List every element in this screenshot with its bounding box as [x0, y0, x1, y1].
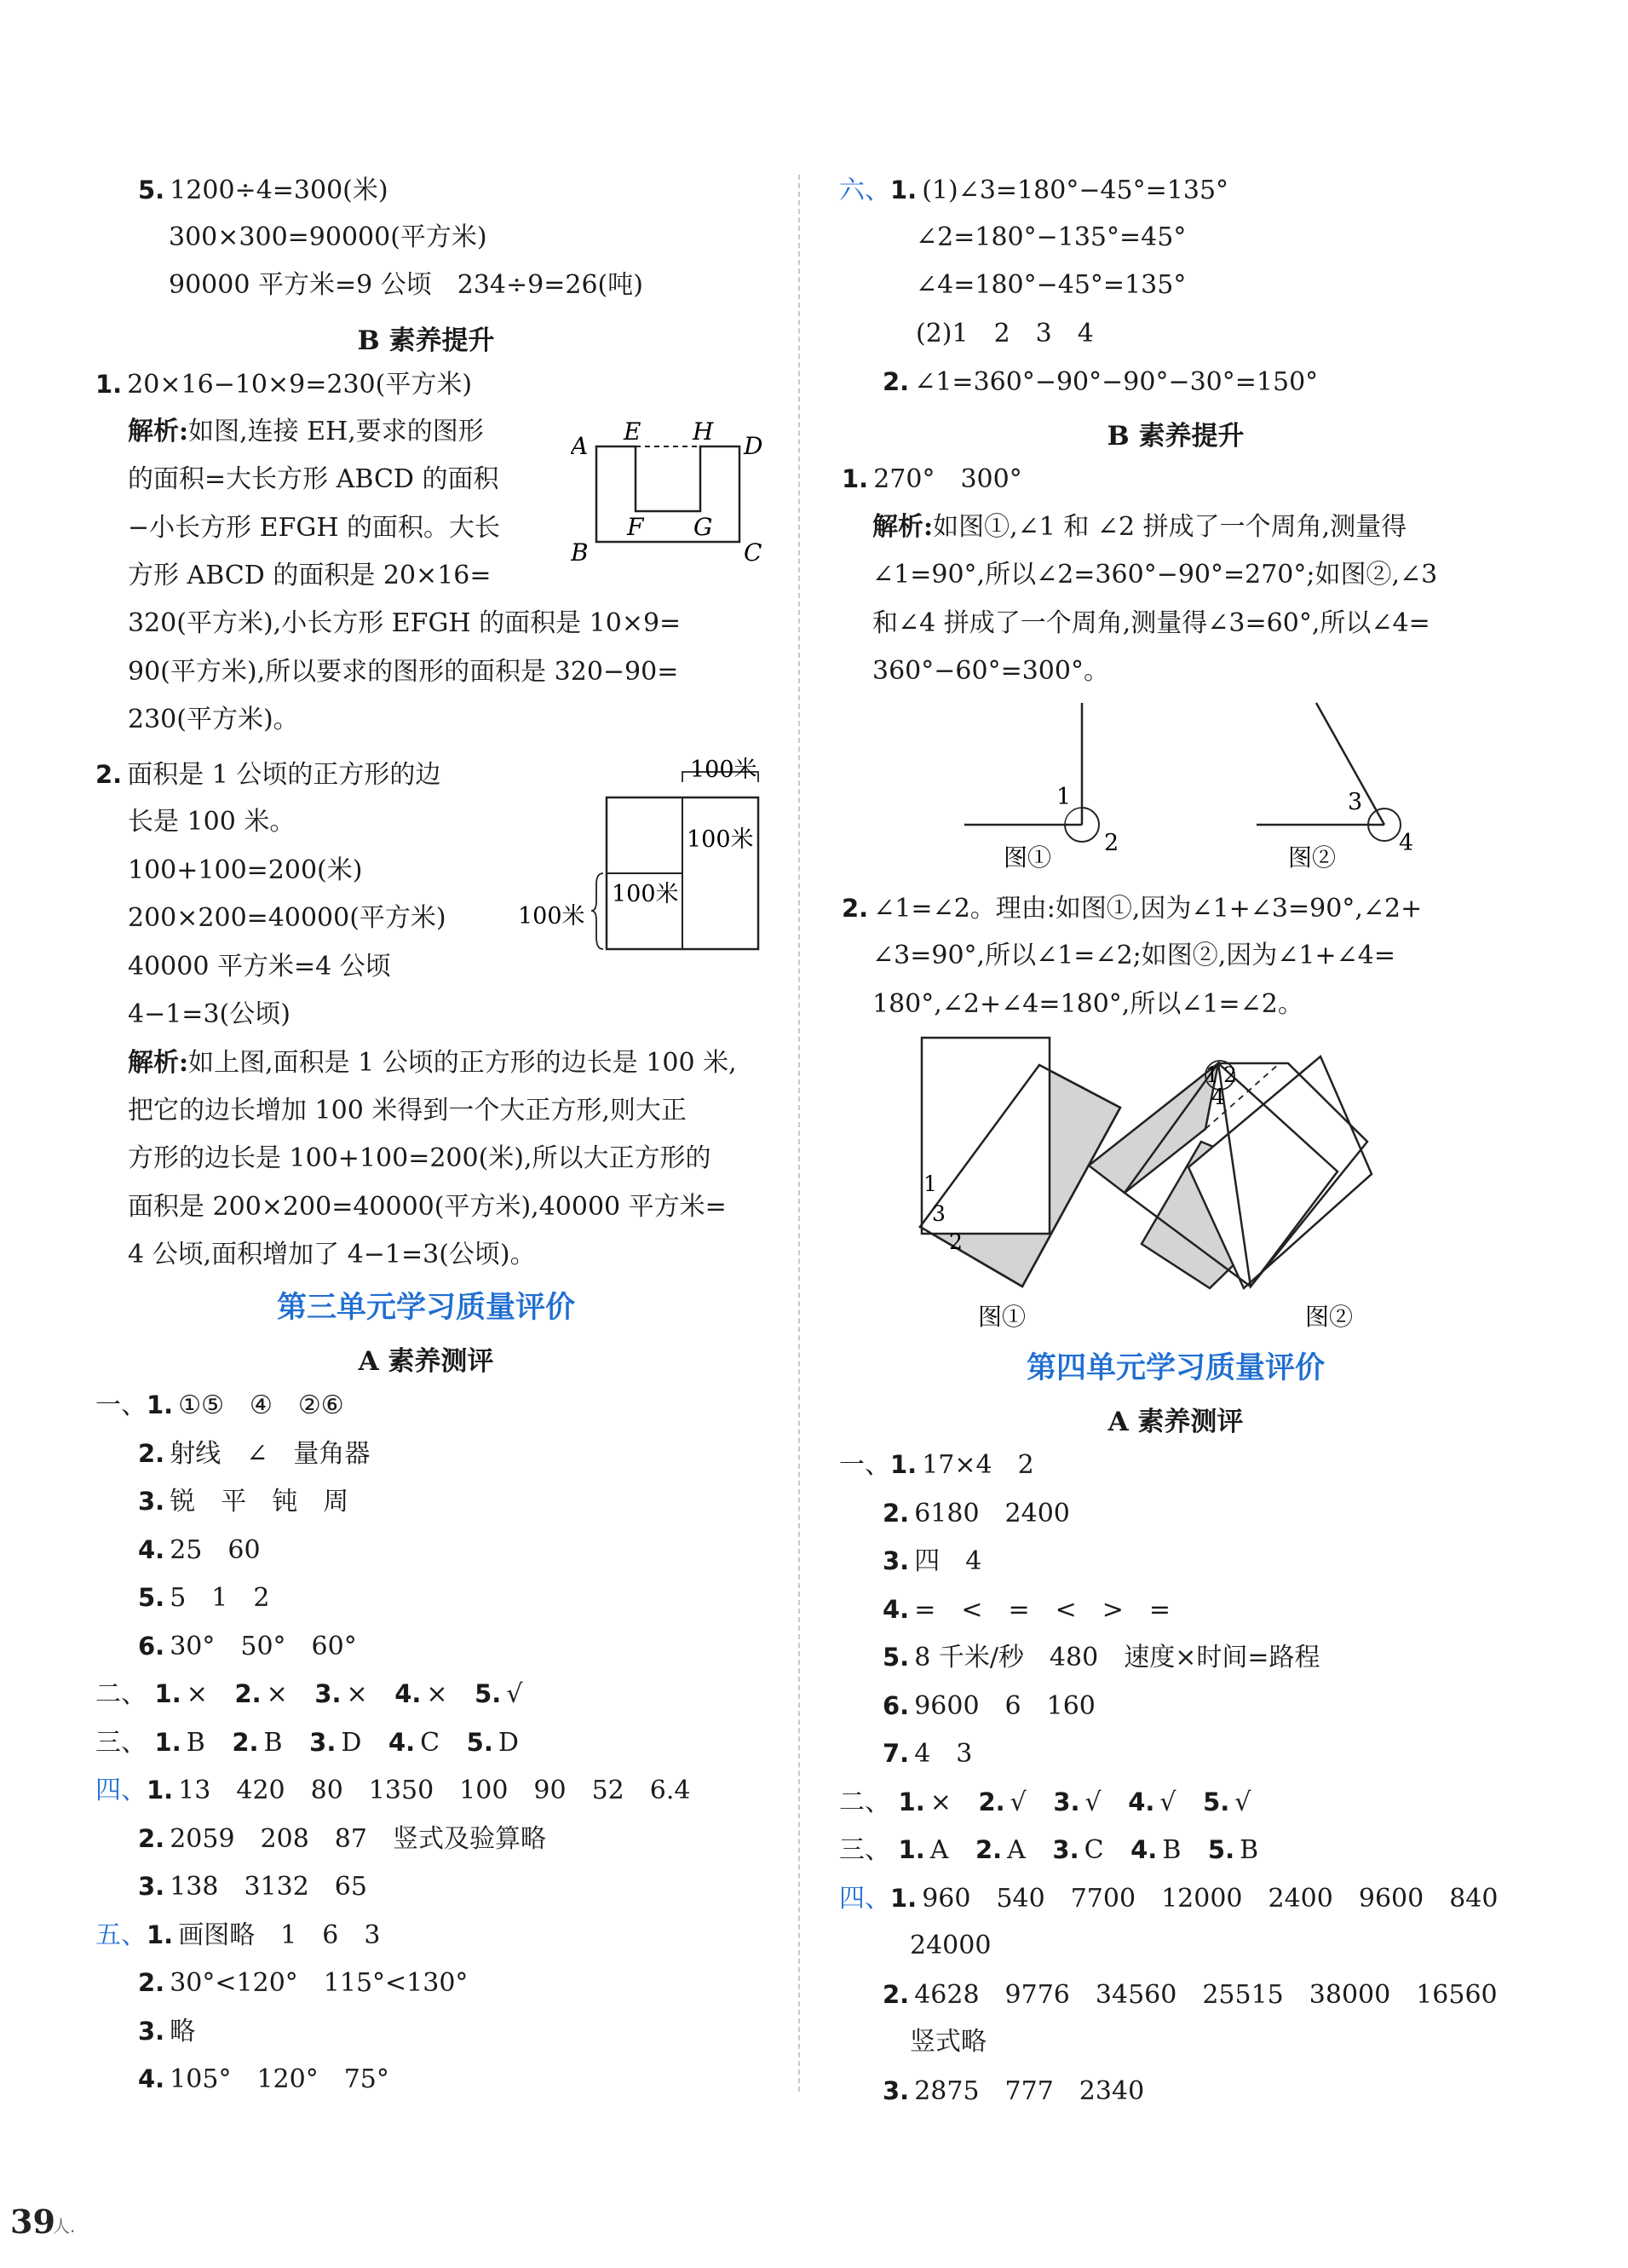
item-number: 2. [234, 1679, 262, 1708]
answer-text: 面积是 1 公顷的正方形的边 [127, 760, 441, 790]
label-top: 100米 [690, 757, 757, 783]
answer-text: 8 千米/秒 480 速度×时间=路程 [914, 1643, 1320, 1672]
explanation-label: 解析: [872, 512, 934, 542]
answer-line [839, 1881, 1498, 1916]
section-prefix: 六、 [839, 176, 890, 205]
answer-line [95, 367, 472, 402]
answer-text: 2875 777 2340 [914, 2076, 1145, 2106]
answer-line: ∠3=90°,所以∠1=∠2;如图②,因为∠1+∠4= [872, 941, 1396, 970]
answer-line [138, 1580, 269, 1615]
explanation-line: 360°−60°=300°。 [872, 656, 1109, 686]
section-heading: A 素养测评 [358, 1346, 494, 1377]
answer-text: (1)∠3=180°−45°=135° [922, 176, 1229, 205]
section-prefix: 二、 [95, 1679, 147, 1709]
answer-line [883, 1496, 1070, 1531]
item-number: 3. [1053, 1787, 1080, 1816]
answer-line: 300×300=90000(平方米) [169, 222, 487, 252]
answer-text: 5 1 2 [170, 1583, 270, 1613]
item-number: 5. [1203, 1787, 1230, 1816]
answer-line [839, 1833, 1258, 1868]
answer-line [138, 1822, 546, 1856]
item-number: 3. [309, 1728, 337, 1757]
answer-line [138, 2062, 389, 2097]
section-heading: B 素养提升 [357, 325, 495, 356]
item-number: 3. [138, 1487, 165, 1516]
fold-figures [912, 1031, 1474, 1338]
item-number: 7. [883, 1739, 910, 1768]
answer-text: × [426, 1679, 448, 1709]
explanation-line: 的面积=大长方形 ABCD 的面积 [128, 464, 499, 494]
explanation-text: 如图①,∠1 和 ∠2 拼成了一个周角,测量得 [933, 512, 1407, 542]
answer-text: A [1007, 1835, 1026, 1865]
item-number: 4. [388, 1728, 416, 1757]
item-number: 5. [475, 1679, 502, 1708]
answer-text: 105° 120° 75° [170, 2064, 389, 2094]
explanation-line: 和∠4 拼成了一个周角,测量得∠3=60°,所以∠4= [872, 608, 1430, 638]
square-expansion-figure [511, 757, 784, 970]
figure-caption: 图② [1305, 1303, 1354, 1331]
item-number: 3. [883, 1546, 910, 1575]
answer-text: B [1162, 1835, 1182, 1865]
answer-line [842, 891, 1422, 926]
section-prefix: 三、 [95, 1728, 147, 1758]
answer-text: 2059 208 87 竖式及验算略 [170, 1824, 546, 1854]
item-number: 2. [978, 1787, 1005, 1816]
item-number: 1. [147, 1920, 174, 1949]
item-number: 2. [138, 1439, 165, 1468]
item-number: 3. [883, 2076, 910, 2105]
item-number: 1. [898, 1835, 925, 1864]
label-inner: 100米 [612, 881, 679, 907]
angle-label-1: 1 [1056, 784, 1072, 810]
answer-text: 射线 ∠ 量角器 [170, 1439, 371, 1469]
answer-line: 200×200=40000(平方米) [128, 903, 446, 933]
answer-line [839, 1785, 1251, 1820]
figure-caption: 图① [1004, 843, 1052, 872]
item-number: 1. [890, 176, 918, 204]
footer-logo: 人. [53, 2216, 76, 2236]
item-number: 5. [883, 1643, 910, 1672]
figure-caption: 图② [1288, 843, 1337, 872]
answer-line [95, 1677, 522, 1712]
answer-line: 24000 [910, 1931, 992, 1960]
answer-text: B [186, 1728, 205, 1758]
answer-text: 20×16−10×9=230(平方米) [127, 370, 473, 400]
label-b: B [571, 538, 589, 567]
explanation-line: 面积是 200×200=40000(平方米),40000 平方米= [128, 1192, 727, 1222]
unit-4-title: 第四单元学习质量评价 [1026, 1351, 1325, 1385]
section-prefix: 一、 [95, 1390, 147, 1420]
answer-line [883, 1977, 1498, 2012]
item-number: 1. [890, 1450, 918, 1479]
answer-text: √ [1010, 1787, 1027, 1817]
answer-line [138, 1869, 367, 1904]
section-prefix: 一、 [839, 1450, 890, 1480]
item-number: 2. [138, 1824, 165, 1853]
unit-3-title: 第三单元学习质量评价 [276, 1291, 575, 1325]
explanation-line: 把它的边长增加 100 米得到一个大正方形,则大正 [128, 1096, 687, 1125]
answer-line: 竖式略 [910, 2027, 987, 2057]
explanation-line [872, 510, 1407, 544]
label-d: D [744, 432, 763, 460]
column-divider [798, 175, 800, 2092]
explanation-line: −小长方形 EFGH 的面积。大长 [128, 513, 501, 543]
label-c: C [744, 538, 762, 567]
answer-text: D [498, 1728, 519, 1758]
explanation-line [128, 415, 484, 449]
item-number: 2. [842, 894, 869, 923]
answer-line: ∠4=180°−45°=135° [916, 270, 1187, 300]
item-number: 2. [138, 1968, 165, 1997]
section-prefix: 四、 [95, 1776, 147, 1805]
item-number: 6. [138, 1632, 165, 1661]
explanation-line [128, 1046, 737, 1080]
answer-text: √ [1084, 1787, 1102, 1817]
angle-label-1: 1 [1205, 1062, 1219, 1087]
angle-label-3: 3 [1348, 789, 1363, 815]
section-heading: B 素养提升 [1107, 421, 1245, 452]
angle-figures [954, 699, 1431, 878]
section-prefix: 二、 [839, 1787, 890, 1817]
angle-label-3: 3 [932, 1201, 946, 1226]
explanation-text: 如图,连接 EH,要求的图形 [188, 417, 484, 446]
item-number: 4. [138, 1535, 165, 1564]
answer-line: (2)1 2 3 4 [916, 319, 1094, 348]
item-number: 1. [95, 370, 123, 399]
item-number: 4. [394, 1679, 422, 1708]
answer-text: 30° 50° 60° [170, 1632, 357, 1661]
label-g: G [693, 513, 713, 541]
item-number: 3. [314, 1679, 342, 1708]
item-number: 1. [898, 1787, 925, 1816]
item-number: 4. [1130, 1835, 1158, 1864]
answer-line [138, 1629, 357, 1664]
item-number: 1. [154, 1728, 181, 1757]
answer-line [839, 173, 1228, 208]
answer-line: 长是 100 米。 [128, 807, 296, 837]
answer-text: × [186, 1679, 208, 1709]
answer-line: ∠2=180°−135°=45° [916, 222, 1187, 252]
item-number: 1. [147, 1390, 174, 1419]
answer-line [95, 1773, 690, 1808]
answer-text: B [1240, 1835, 1259, 1865]
label-h: H [693, 417, 714, 446]
answer-line [883, 1544, 981, 1579]
figure-caption: 图① [978, 1303, 1027, 1331]
answer-line [138, 1966, 468, 2000]
section-heading: A 素养测评 [1107, 1407, 1244, 1437]
answer-text: 略 [170, 2017, 196, 2046]
explanation-text: 如上图,面积是 1 公顷的正方形的边长是 100 米, [188, 1048, 737, 1078]
answer-text: × [266, 1679, 288, 1709]
answer-line [138, 1533, 261, 1568]
item-number: 3. [138, 2017, 165, 2046]
answer-text: 6180 2400 [914, 1499, 1070, 1528]
angle-label-1: 1 [923, 1171, 937, 1196]
answer-text: √ [506, 1679, 523, 1709]
answer-text: ①⑤ ④ ②⑥ [178, 1390, 344, 1420]
answer-line [883, 1736, 972, 1771]
answer-text: 13 420 80 1350 100 90 52 6.4 [178, 1776, 691, 1805]
answer-line: 4−1=3(公顷) [128, 999, 291, 1029]
answer-line [138, 1436, 370, 1471]
item-number: 4. [138, 2064, 165, 2093]
answer-text: 1200÷4=300(米) [170, 176, 388, 205]
label-right: 100米 [687, 826, 754, 853]
item-number: 6. [883, 1691, 910, 1720]
answer-text: √ [1159, 1787, 1176, 1817]
answer-line [95, 757, 440, 792]
answer-text: 四 4 [914, 1546, 982, 1576]
answer-text: 17×4 2 [922, 1450, 1034, 1480]
answer-line: 90000 平方米=9 公顷 234÷9=26(吨) [169, 270, 643, 300]
explanation-line: 320(平方米),小长方形 EFGH 的面积是 10×9= [128, 608, 682, 638]
answer-text: 270° 300° [873, 464, 1022, 494]
answer-text: A [929, 1835, 949, 1865]
answer-line [883, 1689, 1096, 1724]
answer-text: 25 60 [170, 1535, 261, 1565]
explanation-line: 230(平方米)。 [128, 705, 299, 734]
answer-line [138, 1484, 348, 1519]
section-prefix: 四、 [839, 1884, 890, 1914]
explanation-line: 方形的边长是 100+100=200(米),所以大正方形的 [128, 1143, 711, 1173]
label-left: 100米 [518, 903, 585, 930]
angle-label-2: 2 [949, 1229, 963, 1254]
answer-text: C [1084, 1835, 1104, 1865]
item-number: 3. [138, 1872, 165, 1901]
item-number: 5. [138, 176, 165, 204]
item-number: 1. [154, 1679, 181, 1708]
item-number: 5. [1207, 1835, 1235, 1864]
item-number: 5. [466, 1728, 493, 1757]
answer-text: 4 3 [914, 1739, 973, 1769]
section-prefix: 五、 [95, 1920, 147, 1950]
item-number: 2. [883, 1980, 910, 2009]
answer-line [883, 2074, 1144, 2109]
answer-text: 960 540 7700 12000 2400 9600 840 [922, 1884, 1499, 1914]
explanation-label: 解析: [128, 1048, 189, 1078]
label-a: A [571, 432, 589, 460]
page-number: 39 [10, 2202, 55, 2241]
answer-text: 画图略 1 6 3 [178, 1920, 381, 1950]
answer-text: ∠1=∠2。理由:如图①,因为∠1+∠3=90°,∠2+ [873, 894, 1423, 924]
answer-line [95, 1918, 380, 1953]
explanation-line: 方形 ABCD 的面积是 20×16= [128, 561, 492, 590]
answer-text: = < = < > = [914, 1595, 1171, 1625]
answer-line [839, 1448, 1034, 1482]
answer-text: √ [1234, 1787, 1251, 1817]
answer-text: × [346, 1679, 368, 1709]
item-number: 4. [1128, 1787, 1155, 1816]
item-number: 4. [883, 1595, 910, 1624]
answer-text: ∠1=360°−90°−90°−30°=150° [914, 367, 1319, 397]
explanation-line: 90(平方米),所以要求的图形的面积是 320−90= [128, 657, 679, 687]
item-number: 2. [975, 1835, 1003, 1864]
explanation-line: ∠1=90°,所以∠2=360°−90°=270°;如图②,∠3 [872, 560, 1438, 590]
angle-label-2: 2 [1223, 1062, 1237, 1087]
item-number: 2. [232, 1728, 259, 1757]
rectangle-abcd-figure [571, 416, 775, 569]
angle-label-4: 4 [1399, 830, 1414, 856]
answer-text: 138 3132 65 [170, 1872, 367, 1902]
explanation-label: 解析: [128, 417, 189, 446]
answer-line: 180°,∠2+∠4=180°,所以∠1=∠2。 [872, 989, 1303, 1019]
answer-line: 100+100=200(米) [128, 855, 363, 885]
item-number: 1. [842, 464, 869, 493]
answer-text: 锐 平 钝 周 [170, 1487, 349, 1517]
angle-label-4: 4 [1211, 1085, 1225, 1109]
answer-text: B [263, 1728, 283, 1758]
item-number: 5. [138, 1583, 165, 1612]
answer-line [95, 1388, 344, 1423]
answer-line [883, 365, 1318, 400]
answer-text: 4628 9776 34560 25515 38000 16560 [914, 1980, 1498, 2010]
label-f: F [627, 513, 644, 541]
answer-text: 30°<120° 115°<130° [170, 1968, 469, 1998]
item-number: 3. [1052, 1835, 1079, 1864]
answer-text: C [420, 1728, 440, 1758]
answer-line [95, 1725, 519, 1760]
item-number: 1. [147, 1776, 174, 1805]
answer-line [842, 462, 1022, 497]
label-e: E [624, 417, 641, 446]
answer-text: × [929, 1787, 952, 1817]
answer-line: 40000 平方米=4 公顷 [128, 952, 391, 981]
item-number: 2. [95, 760, 123, 789]
answer-line [883, 1592, 1171, 1627]
answer-line [138, 173, 388, 208]
answer-text: D [341, 1728, 362, 1758]
item-number: 1. [890, 1884, 918, 1913]
answer-text: 9600 6 160 [914, 1691, 1096, 1721]
answer-line [138, 2014, 195, 2049]
section-prefix: 三、 [839, 1835, 890, 1865]
answer-line [883, 1640, 1320, 1675]
angle-label-2: 2 [1104, 830, 1119, 856]
item-number: 2. [883, 1499, 910, 1528]
item-number: 2. [883, 367, 910, 396]
explanation-line: 4 公顷,面积增加了 4−1=3(公顷)。 [128, 1240, 536, 1269]
